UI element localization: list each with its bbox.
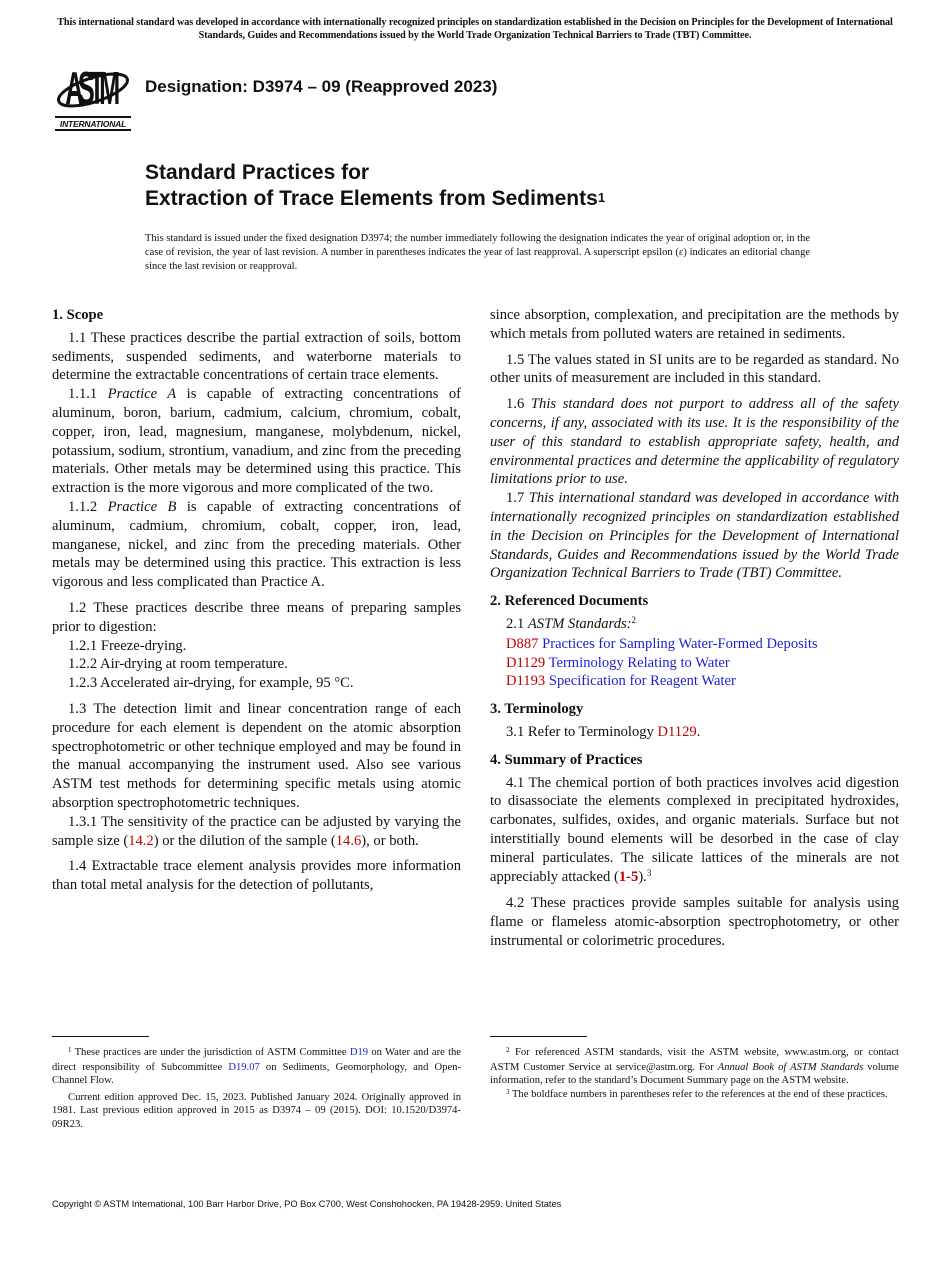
footnote-mark-3: 3 xyxy=(646,867,652,878)
footnote-rule-left xyxy=(52,1036,149,1037)
ref-d1129[interactable]: D1129 Terminology Relating to Water xyxy=(506,654,730,671)
astm-logo xyxy=(52,56,134,132)
title-line-1: Standard Practices for xyxy=(145,161,370,184)
para-1-3-1: 1.3.1 The sensitivity of the practice can be adjusted by varying the sample size (14.2) or the dilution of the sample (14.6), or both. xyxy=(52,813,461,849)
document-title xyxy=(145,160,605,214)
footnotes-right xyxy=(490,1046,899,1102)
para-1-4-part2: since absorption, complexation, and precipitation are the methods by which metals from polluted waters are retained in sediments. xyxy=(490,307,899,342)
copyright-footer: Copyright © ASTM International, 100 Barr Harbor Drive, PO Box C700, West Conshohocken, PA 19428-2959. United States xyxy=(52,1199,562,1209)
title-footnote-mark: 1 xyxy=(597,190,606,205)
para-2-1: 2.1 ASTM Standards:$^2$ xyxy=(506,614,637,632)
right-column xyxy=(490,306,899,951)
para-1-4-part1: 1.4 Extractable trace element analysis provides more information than total metal analysis for the detection of pollutants, xyxy=(52,858,461,894)
logo-international-text: INTERNATIONAL xyxy=(59,119,127,129)
section-heading-summary: 4. Summary of Practices xyxy=(490,751,643,768)
para-1-1: 1.1 These practices describe the partial extraction of soils, bottom sediments, suspended sediments, and waterborne materials to determine the extractable concentrations of certain trace elements. xyxy=(52,329,461,384)
para-1-1-2: 1.1.2 Practice B is capable of extracting concentrations of aluminum, cadmium, chromium, cobalt, copper, iron, lead, manganese, nickel, and zinc from the preceding materials. Other metals may be determined using this practice. This extraction is less vigorous and less complicated than Practice A. xyxy=(52,498,461,591)
section-heading-scope: 1. Scope xyxy=(52,307,104,323)
svg-text:ASTM: ASTM xyxy=(65,61,121,114)
footnote-1: $^1$ These practices are under the jurisdiction of ASTM Committee D19 on Water and are the direct responsibility of Subcommittee D19.07 on Sediments, Geomorphology, and Open-Channel Flow. xyxy=(52,1046,462,1087)
left-column xyxy=(52,306,461,895)
standard-notice: This international standard was developed in accordance with internationally recognized principles on standardization established in the Decision on Principles for the Development of International Standards, Guides and Recommendations issued by the World Trade Organization Technical Barriers to Trade (TBT) Committee. xyxy=(57,17,893,41)
link-d19-07[interactable]: D19.07 xyxy=(228,1061,260,1073)
para-1-5: 1.5 The values stated in SI units are to be regarded as standard. No other units of measurement are included in this standard. xyxy=(490,351,899,387)
para-1-6: 1.6 This standard does not purport to address all of the safety concerns, if any, associated with its use. It is the responsibility of the user of this standard to establish appropriate safety, health, and environmental practices and determine the applicability of regulatory limitations prior to use. xyxy=(490,396,899,488)
para-1-2-2: 1.2.2 Air-drying at room temperature. xyxy=(68,656,288,673)
logo-rule-top xyxy=(55,116,131,118)
astm-logo-icon xyxy=(52,56,134,118)
link-refs-1-5[interactable]: 1-5 xyxy=(618,868,639,885)
para-1-1-1: 1.1.1 Practice A is capable of extracting concentrations of aluminum, boron, barium, cadmium, calcium, chromium, cobalt, copper, iron, lead, magnesium, manganese, molybdenum, nickel, potassium, sodium, strontium, vanadium, and zinc from the preceding materials. Other metals may be determined using this practice. This extraction is the more vigorous and more complicated of the two. xyxy=(52,386,461,497)
para-1-2-3: 1.2.3 Accelerated air-drying, for example, 95 °C. xyxy=(68,675,354,692)
para-4-1: 4.1 The chemical portion of both practices involves acid digestion to disassociate the elements complexed in precipitated hydroxides, carbonates, sulfides, oxides, and organic materials. Surface but not interstitially bound elements will be desorbed in the case of clay mineral particulates. The silicate lattices of the minerals are not appreciably attacked (1-5).$^3$ xyxy=(490,774,899,885)
logo-rule-bottom xyxy=(55,129,131,131)
para-1-7: 1.7 This international standard was developed in accordance with internationally recognized principles on standardization established in the Decision on Principles for the Development of International Standards, Guides and Recommendations issued by the World Trade Organization Technical Barriers to Trade (TBT) Committee. xyxy=(490,490,900,582)
footnote-rule-right xyxy=(490,1036,587,1037)
footnote-2: $^2$ For referenced ASTM standards, visit the ASTM website, www.astm.org, or contact ASTM Customer Service at service@astm.org. For Annual Book of ASTM Standards volume information, refer to the standard’s Document Summary page on the ASTM website. xyxy=(490,1046,899,1087)
footnotes-left xyxy=(52,1046,461,1132)
para-4-2: 4.2 These practices provide samples suitable for analysis using flame or flameless atomic-absorption spectrophotometry, or other instrumental or colorimetric procedures. xyxy=(490,895,899,949)
para-1-2: 1.2 These practices describe three means of preparing samples prior to digestion: xyxy=(52,599,461,635)
section-heading-referenced-documents: 2. Referenced Documents xyxy=(490,593,649,610)
section-heading-terminology: 3. Terminology xyxy=(490,701,584,718)
title-line-2: Extraction of Trace Elements from Sediments$^1$ xyxy=(145,187,606,210)
para-1-3: 1.3 The detection limit and linear concentration range of each procedure for each element is dependent on the atomic absorption spectrophotometric or other technique employed and may be found in the manual accompanying the instrument used. Also see various ASTM test methods for determining specific metals using atomic absorption spectrophotometric techniques. xyxy=(52,700,461,811)
para-3-1: 3.1 Refer to Terminology D1129. xyxy=(506,723,701,740)
ref-d887[interactable]: D887 Practices for Sampling Water-Formed Deposits xyxy=(506,635,818,652)
footnote-mark-2: 2 xyxy=(631,614,637,625)
intro-paragraph: This standard is issued under the fixed designation D3974; the number immediately following the designation indicates the year of original adoption or, in the case of revision, the year of last revision. A number in parentheses indicates the year of last reapproval. A superscript epsilon (ε) indicates an editorial change since the last revision or reapproval. xyxy=(145,233,810,272)
ref-d1193[interactable]: D1193 Specification for Reagent Water xyxy=(506,673,736,690)
designation: Designation: D3974 – 09 (Reapproved 2023) xyxy=(145,77,498,96)
footnote-3: $^3$ The boldface numbers in parentheses refer to the references at the end of these practices. xyxy=(506,1087,888,1100)
para-1-2-1: 1.2.1 Freeze-drying. xyxy=(68,637,187,654)
link-14-2[interactable]: 14.2 xyxy=(128,832,154,849)
footnote-1-edition: Current edition approved Dec. 15, 2023. Published January 2024. Originally approved in 1981. Last previous edition approved in 2015 as D3974 – 09 (2015). DOI: 10.1520/D3974-09R23. xyxy=(52,1091,461,1130)
link-d1129[interactable]: D1129 xyxy=(657,723,697,740)
link-d19[interactable]: D19 xyxy=(349,1047,369,1058)
link-14-6[interactable]: 14.6 xyxy=(335,832,362,849)
